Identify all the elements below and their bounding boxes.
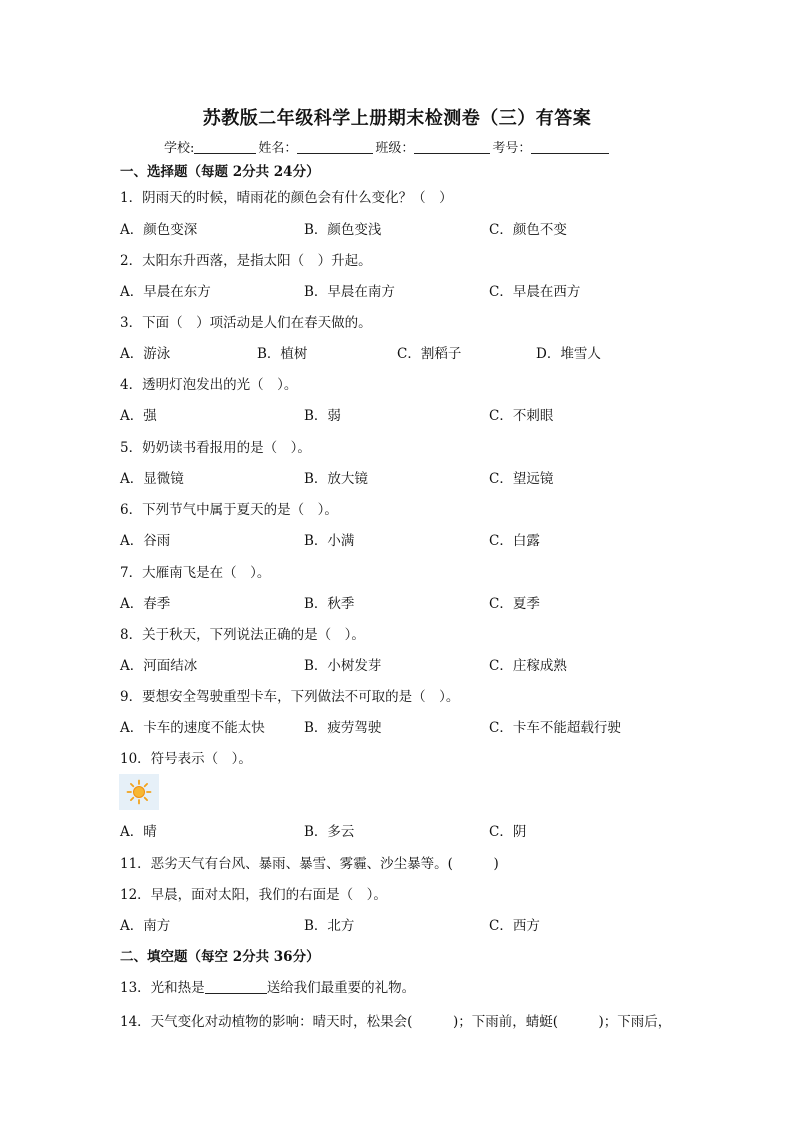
sun-icon (126, 779, 152, 805)
q9-option-c[interactable]: C．卡车不能超载行驶 (489, 720, 621, 736)
q5-option-b[interactable]: B．放大镜 (304, 471, 368, 487)
q3-option-a[interactable]: A．游泳 (120, 346, 171, 362)
q7-option-c[interactable]: C．夏季 (489, 596, 540, 612)
q10-option-b[interactable]: B．多云 (304, 824, 355, 840)
section-heading-choice: 一、选择题（每题 2分共 24分） (120, 164, 320, 180)
section-heading-fill: 二、填空题（每空 2分共 36分） (120, 949, 320, 965)
q8-option-b[interactable]: B．小树发芽 (304, 658, 382, 674)
q3-option-b[interactable]: B．植树 (257, 346, 308, 362)
q8-option-a[interactable]: A．河面结冰 (120, 658, 198, 674)
question-13 (120, 976, 415, 996)
q3-option-c[interactable]: C．割稻子 (397, 346, 462, 362)
page-title: 苏教版二年级科学上册期末检测卷（三）有答案 (202, 108, 592, 129)
q4-option-c[interactable]: C．不刺眼 (489, 408, 554, 424)
q6-option-a[interactable]: A．谷雨 (120, 533, 171, 549)
q6-option-b[interactable]: B．小满 (304, 533, 355, 549)
q12-option-c[interactable]: C．西方 (489, 918, 540, 934)
q12-option-a[interactable]: A．南方 (120, 918, 171, 934)
q7-option-b[interactable]: B．秋季 (304, 596, 355, 612)
school-blank[interactable] (194, 141, 256, 154)
question-9: 9．要想安全驾驶重型卡车，下列做法不可取的是（ ）。 (120, 689, 460, 705)
q13-blank[interactable] (205, 981, 267, 994)
q2-option-c[interactable]: C．早晨在西方 (489, 284, 581, 300)
class-blank[interactable] (414, 141, 490, 154)
q5-option-c[interactable]: C．望远镜 (489, 471, 554, 487)
q8-option-c[interactable]: C．庄稼成熟 (489, 658, 567, 674)
q12-option-b[interactable]: B．北方 (304, 918, 355, 934)
question-8: 8．关于秋天，下列说法正确的是（ ）。 (120, 627, 365, 643)
q3-option-d[interactable]: D．堆雪人 (536, 346, 601, 362)
question-3: 3．下面（ ）项活动是人们在春天做的。 (120, 315, 372, 331)
q1-option-b[interactable]: B．颜色变浅 (304, 222, 382, 238)
question-11: 11．恶劣天气有台风、暴雨、暴雪、雾霾、沙尘暴等。( ) (120, 856, 499, 872)
q13-text-before: 13．光和热是 (120, 980, 205, 996)
name-label: 姓名： (258, 141, 298, 156)
q10-option-c[interactable]: C．阴 (489, 824, 527, 840)
class-label: 班级： (375, 141, 415, 156)
q1-option-c[interactable]: C．颜色不变 (489, 222, 567, 238)
q9-option-a[interactable]: A．卡车的速度不能太快 (120, 720, 265, 736)
question-7: 7．大雁南飞是在（ ）。 (120, 565, 271, 581)
q6-option-c[interactable]: C．白露 (489, 533, 540, 549)
q4-option-b[interactable]: B．弱 (304, 408, 341, 424)
q2-option-a[interactable]: A．早晨在东方 (120, 284, 211, 300)
question-5: 5．奶奶读书看报用的是（ ）。 (120, 440, 311, 456)
q4-option-a[interactable]: A．强 (120, 408, 157, 424)
question-1: 1．阴雨天的时候，晴雨花的颜色会有什么变化？（ ） (120, 190, 453, 206)
school-label: 学校: (164, 141, 195, 156)
question-12: 12．早晨，面对太阳，我们的右面是（ ）。 (120, 887, 387, 903)
q10-option-a[interactable]: A．晴 (120, 824, 157, 840)
question-10: 10．符号表示（ ）。 (120, 751, 252, 767)
name-blank[interactable] (297, 141, 373, 154)
exam-no-blank[interactable] (531, 141, 609, 154)
question-14: 14．天气变化对动植物的影响：晴天时，松果会( )；下雨前，蜻蜓( )；下雨后， (120, 1014, 672, 1030)
question-2: 2．太阳东升西落，是指太阳（ ）升起。 (120, 253, 372, 269)
q2-option-b[interactable]: B．早晨在南方 (304, 284, 395, 300)
question-4: 4．透明灯泡发出的光（ ）。 (120, 377, 298, 393)
weather-symbol (119, 774, 159, 810)
q5-option-a[interactable]: A．显微镜 (120, 471, 184, 487)
q9-option-b[interactable]: B．疲劳驾驶 (304, 720, 382, 736)
exam-no-label: 考号： (492, 141, 532, 156)
question-6: 6．下列节气中属于夏天的是（ ）。 (120, 502, 338, 518)
q7-option-a[interactable]: A．春季 (120, 596, 171, 612)
q1-option-a[interactable]: A．颜色变深 (120, 222, 198, 238)
q13-text-after: 送给我们最重要的礼物。 (266, 980, 416, 996)
student-info-line (164, 137, 611, 156)
